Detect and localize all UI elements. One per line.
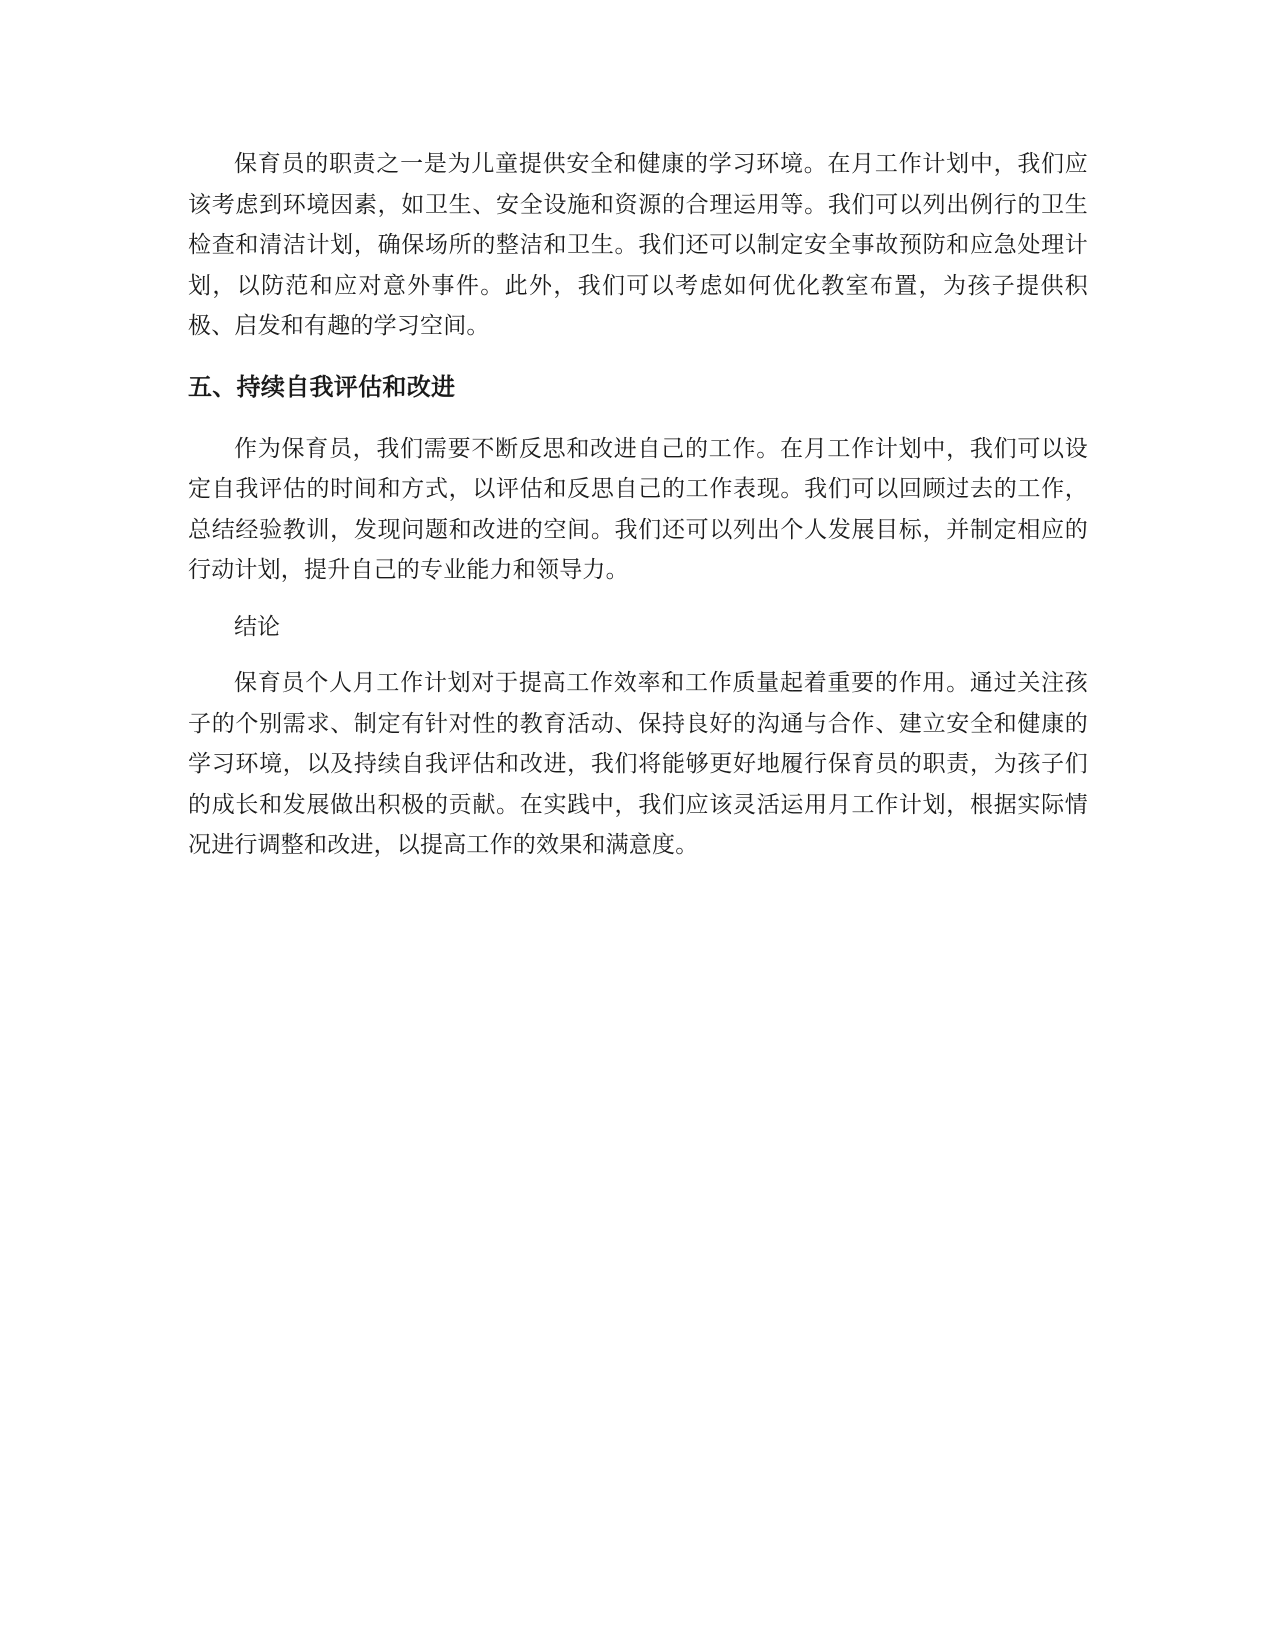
conclusion-label: 结论 bbox=[234, 613, 280, 640]
paragraph-conclusion: 保育员个人月工作计划对于提高工作效率和工作质量起着重要的作用。通过关注孩子的个别需求、制定有针对性的教育活动、保持良好的沟通与合作、建立安全和健康的学习环境，以及持续自我评估和改进，我们将能够更好地履行保育员的职责，为孩子们的成长和发展做出积极的贡献。在实践中，我们应该灵活运用月工作计划，根据实际情况进行调整和改进，以提高工作的效果和满意度。 bbox=[188, 670, 1088, 858]
section-heading-self-evaluation: 五、持续自我评估和改进 bbox=[188, 372, 456, 401]
document-body bbox=[188, 144, 1088, 866]
paragraph-learning-environment: 保育员的职责之一是为儿童提供安全和健康的学习环境。在月工作计划中，我们应该考虑到环境因素，如卫生、安全设施和资源的合理运用等。我们可以列出例行的卫生检查和清洁计划，确保场所的整洁和卫生。我们还可以制定安全事故预防和应急处理计划，以防范和应对意外事件。此外，我们可以考虑如何优化教室布置，为孩子提供积极、启发和有趣的学习空间。 bbox=[188, 151, 1088, 339]
paragraph-self-evaluation: 作为保育员，我们需要不断反思和改进自己的工作。在月工作计划中，我们可以设定自我评估的时间和方式，以评估和反思自己的工作表现。我们可以回顾过去的工作，总结经验教训，发现问题和改进的空间。我们还可以列出个人发展目标，并制定相应的行动计划，提升自己的专业能力和领导力。 bbox=[188, 435, 1088, 583]
